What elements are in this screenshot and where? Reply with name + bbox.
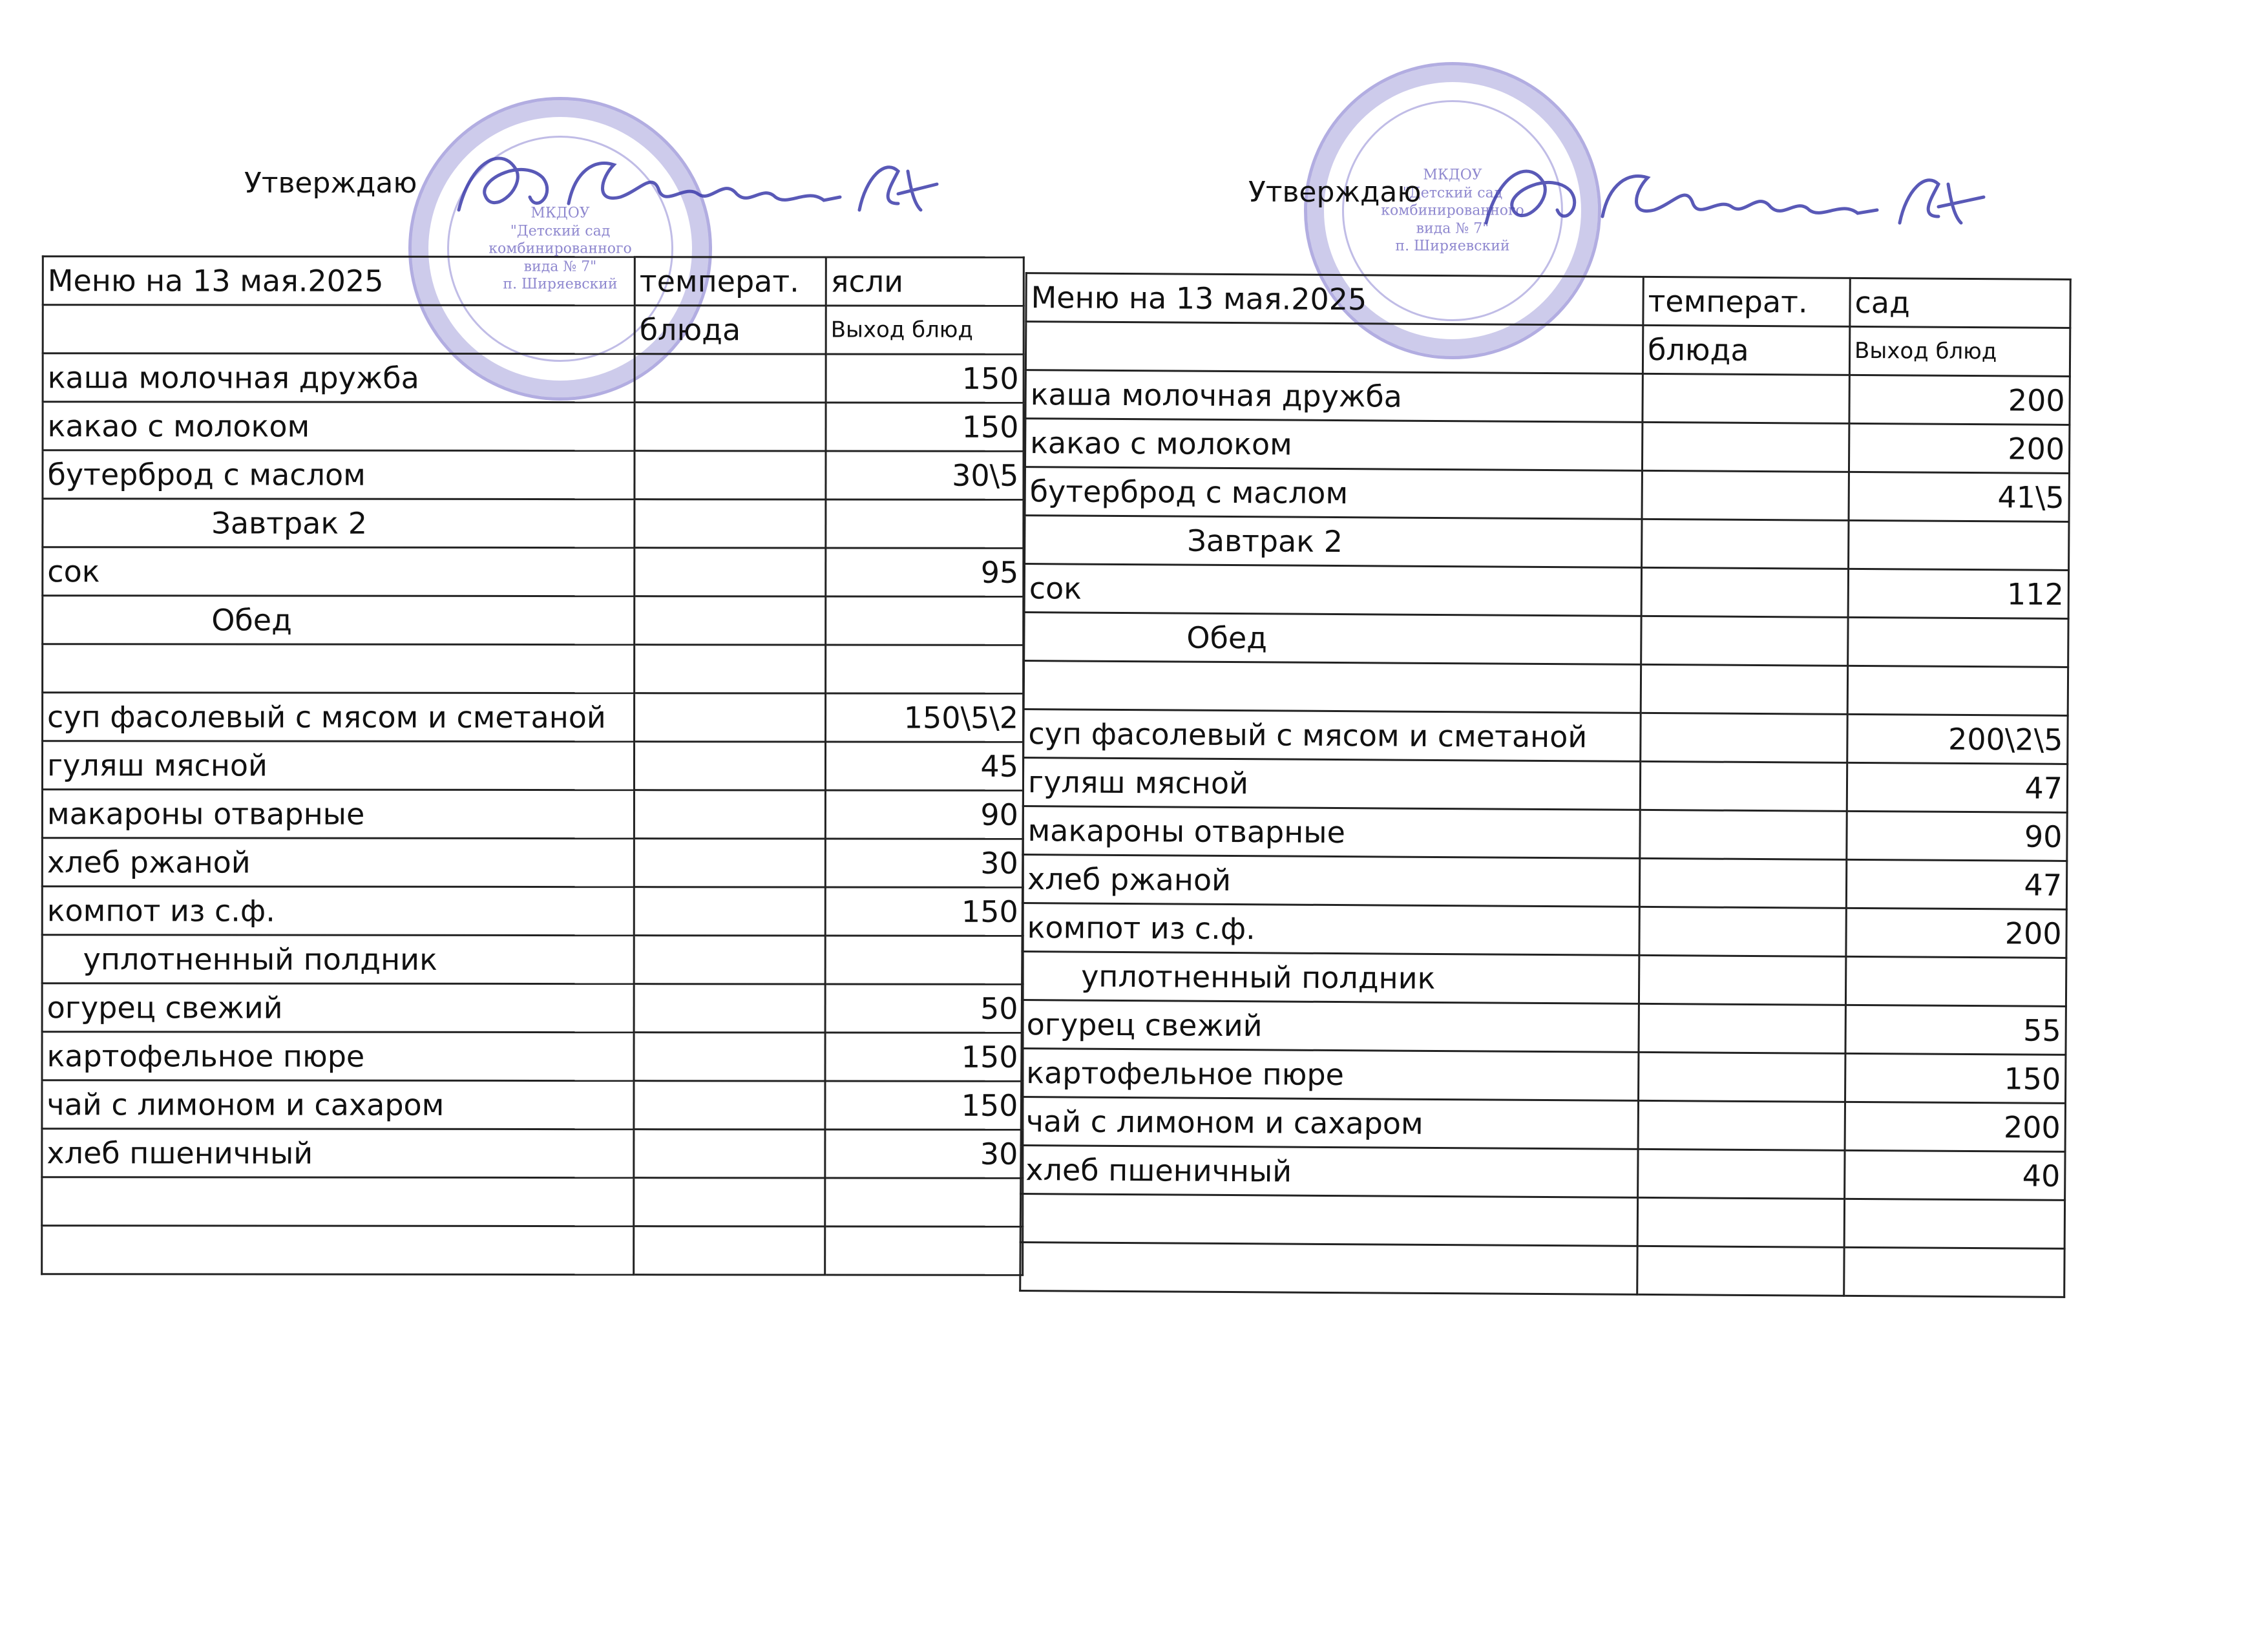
dish-name: компот из с.ф. — [42, 887, 634, 936]
signature-right — [1473, 145, 2010, 249]
dish-name: хлеб пшеничный — [1021, 1146, 1638, 1198]
output-value — [826, 645, 1024, 693]
menu-table-garden — [1019, 272, 2072, 1298]
section-row — [1025, 516, 2069, 571]
output-value — [1848, 617, 2068, 667]
table-subheader-row — [43, 305, 1024, 355]
output-value: 95 — [826, 548, 1024, 596]
table-row — [42, 790, 1023, 839]
table-row — [42, 1080, 1023, 1130]
output-value — [826, 596, 1024, 645]
dish-name: компот из с.ф. — [1022, 903, 1639, 956]
temperature-cell — [634, 1129, 825, 1178]
output-value — [1845, 956, 2066, 1006]
approval-label-left: Утверждаю — [244, 167, 417, 200]
output-value: 150 — [825, 1081, 1023, 1129]
table-row — [1025, 419, 2069, 474]
menu-title: Меню на 13 мая.2025 — [1026, 273, 1643, 326]
temperature-cell — [635, 451, 826, 499]
output-value: 90 — [825, 790, 1023, 839]
output-value: 50 — [825, 984, 1023, 1033]
table-row — [1023, 806, 2067, 861]
temperature-cell — [635, 645, 826, 693]
dish-name: огурец свежий — [1022, 1000, 1639, 1053]
output-value: 47 — [1846, 859, 2066, 909]
table-row — [42, 741, 1023, 791]
stamp-center-text: МКДОУ "Детский сад комбинированного вида № 7" п. Ширяевский — [488, 205, 632, 293]
dish-name: какао с молоком — [43, 402, 635, 451]
temperature-cell — [634, 936, 825, 984]
table-row — [43, 644, 1024, 694]
dish-name: хлеб ржаной — [1022, 855, 1639, 907]
dish-name — [42, 1177, 634, 1226]
temperature-cell — [634, 984, 825, 1033]
table-row — [43, 693, 1024, 742]
table-row — [1020, 1194, 2064, 1249]
temperature-cell — [1638, 1100, 1845, 1150]
output-value: 30\5 — [826, 451, 1024, 499]
table-row — [43, 402, 1024, 452]
output-value — [825, 1178, 1023, 1226]
temperature-cell — [1637, 1246, 1844, 1296]
temperature-cell — [1641, 713, 1847, 762]
table-row — [1025, 370, 2070, 425]
dish-name: чай с лимоном и сахаром — [1021, 1097, 1638, 1150]
temperature-cell — [1639, 955, 1845, 1005]
table-row — [1024, 709, 2068, 764]
dish-name — [1024, 661, 1641, 713]
table-subheader-row — [1025, 322, 2070, 377]
output-value: 30 — [825, 839, 1023, 887]
section-row — [1024, 613, 2068, 667]
output-value — [825, 936, 1023, 984]
output-value: 55 — [1845, 1005, 2066, 1055]
section-title: уплотненный полдник — [42, 935, 634, 984]
temperature-cell — [634, 1033, 825, 1081]
section-title: уплотненный полдник — [1022, 952, 1639, 1004]
section-title: Обед — [1024, 613, 1641, 665]
temperature-cell — [1641, 616, 1848, 666]
dish-name: картофельное пюре — [1022, 1049, 1639, 1101]
table-row — [1022, 855, 2066, 910]
dish-name: чай с лимоном и сахаром — [42, 1080, 634, 1129]
table-header-row — [43, 257, 1024, 306]
output-value: 150 — [825, 1033, 1023, 1081]
table-row — [42, 1177, 1023, 1227]
section-row — [43, 596, 1024, 646]
table-row — [1023, 758, 2067, 813]
dish-name: гуляш мясной — [42, 741, 634, 790]
temperature-cell — [1639, 858, 1846, 908]
temperature-cell — [634, 887, 825, 936]
dish-name: бутерброд с маслом — [1025, 467, 1642, 520]
table-row — [43, 450, 1024, 500]
temperature-cell — [1642, 519, 1849, 569]
dish-name: макароны отварные — [42, 790, 634, 839]
temperature-cell — [634, 742, 825, 790]
temperature-cell — [1642, 470, 1849, 520]
dish-name: огурец свежий — [42, 983, 634, 1033]
temperature-cell — [635, 403, 826, 451]
col-temp-subheader: блюда — [1643, 325, 1849, 375]
output-value: 150\5\2 — [826, 693, 1024, 742]
group-header: ясли — [826, 257, 1024, 306]
temperature-cell — [635, 354, 826, 403]
menu-title: Меню на 13 мая.2025 — [43, 257, 635, 306]
temperature-cell — [1639, 1052, 1845, 1102]
table-row — [1021, 1097, 2065, 1152]
temperature-cell — [634, 1226, 825, 1275]
section-row — [42, 935, 1023, 985]
col-output-header: Выход блюд — [826, 306, 1024, 354]
temperature-cell — [634, 1178, 825, 1226]
dish-name: гуляш мясной — [1023, 758, 1640, 810]
output-value — [1847, 666, 2068, 715]
output-value: 200 — [1849, 423, 2069, 473]
temperature-cell — [635, 499, 826, 548]
menu-table-nursery — [41, 255, 1025, 1276]
dish-name: сок — [1024, 564, 1641, 616]
output-value: 200 — [1845, 1102, 2065, 1151]
table-row — [43, 353, 1024, 403]
output-value — [1844, 1199, 2064, 1248]
table-row — [1022, 1049, 2066, 1104]
dish-name: хлеб ржаной — [42, 838, 634, 887]
dish-name: сок — [43, 547, 635, 596]
table-row — [42, 1129, 1023, 1179]
temperature-cell — [634, 790, 825, 839]
output-value: 150 — [826, 403, 1024, 451]
col-temp-header: температ. — [635, 257, 826, 306]
section-row — [43, 499, 1024, 549]
empty-cell — [43, 305, 635, 354]
col-temp-subheader: блюда — [635, 306, 826, 354]
table-row — [42, 887, 1023, 936]
table-row — [1021, 1146, 2065, 1201]
temperature-cell — [635, 596, 826, 645]
output-value: 47 — [1847, 762, 2067, 812]
section-title: Завтрак 2 — [43, 499, 635, 548]
dish-name — [1020, 1194, 1637, 1246]
output-value: 90 — [1847, 811, 2067, 861]
dish-name: суп фасолевый с мясом и сметаной — [1024, 709, 1641, 762]
output-value: 112 — [1848, 569, 2068, 618]
output-value: 200\2\5 — [1847, 714, 2068, 764]
temperature-cell — [1638, 1149, 1845, 1199]
table-row — [42, 1032, 1023, 1082]
temperature-cell — [1640, 810, 1847, 859]
dish-name — [43, 644, 635, 693]
dish-name: макароны отварные — [1023, 806, 1640, 859]
signature-left — [446, 132, 956, 236]
output-value: 150 — [826, 354, 1024, 403]
temperature-cell — [635, 548, 826, 596]
approval-label-right: Утверждаю — [1248, 176, 1422, 209]
table-row — [42, 1226, 1023, 1276]
temperature-cell — [1641, 664, 1847, 714]
group-header: сад — [1850, 278, 2070, 328]
stamp-center-text: МКДОУ "Детский сад комбинированного вида № 7" п. Ширяевский — [1381, 167, 1524, 255]
temperature-cell — [635, 693, 826, 742]
output-value: 150 — [825, 887, 1023, 936]
dish-name: бутерброд с маслом — [43, 450, 635, 499]
dish-name: каша молочная дружба — [43, 353, 635, 403]
output-value: 150 — [1845, 1053, 2066, 1103]
table-row — [1024, 661, 2068, 716]
dish-name — [1020, 1243, 1637, 1295]
output-value: 41\5 — [1849, 472, 2069, 521]
table-row — [1022, 1000, 2066, 1055]
temperature-cell — [634, 839, 825, 887]
dish-name: картофельное пюре — [42, 1032, 634, 1081]
output-value — [825, 1226, 1023, 1275]
table-row — [43, 547, 1024, 597]
output-value: 40 — [1845, 1150, 2065, 1200]
temperature-cell — [1640, 761, 1847, 811]
dish-name: какао с молоком — [1025, 419, 1642, 471]
table-row — [42, 983, 1023, 1033]
table-row — [1020, 1243, 2064, 1297]
output-value: 30 — [825, 1129, 1023, 1178]
output-value: 45 — [825, 742, 1023, 790]
output-value — [1844, 1247, 2064, 1297]
table-header-row — [1026, 273, 2070, 328]
col-temp-header: температ. — [1643, 277, 1850, 326]
output-value: 200 — [1849, 375, 2070, 425]
output-value: 200 — [1846, 908, 2066, 958]
output-value — [826, 499, 1024, 548]
temperature-cell — [1639, 907, 1846, 956]
table-row — [1022, 903, 2066, 958]
temperature-cell — [1643, 373, 1849, 423]
temperature-cell — [1639, 1003, 1845, 1053]
temperature-cell — [1642, 422, 1849, 472]
table-row — [1024, 564, 2068, 619]
temperature-cell — [1637, 1197, 1844, 1247]
section-row — [1022, 952, 2066, 1007]
temperature-cell — [634, 1081, 825, 1129]
empty-cell — [1025, 322, 1643, 374]
temperature-cell — [1641, 567, 1848, 617]
dish-name: суп фасолевый с мясом и сметаной — [43, 693, 635, 742]
table-row — [42, 838, 1023, 888]
section-title: Обед — [43, 596, 635, 645]
dish-name — [42, 1226, 634, 1275]
col-output-header: Выход блюд — [1849, 326, 2070, 376]
output-value — [1849, 520, 2069, 570]
dish-name: хлеб пшеничный — [42, 1129, 634, 1178]
dish-name: каша молочная дружба — [1025, 370, 1643, 423]
section-title: Завтрак 2 — [1025, 516, 1642, 568]
table-row — [1025, 467, 2069, 522]
